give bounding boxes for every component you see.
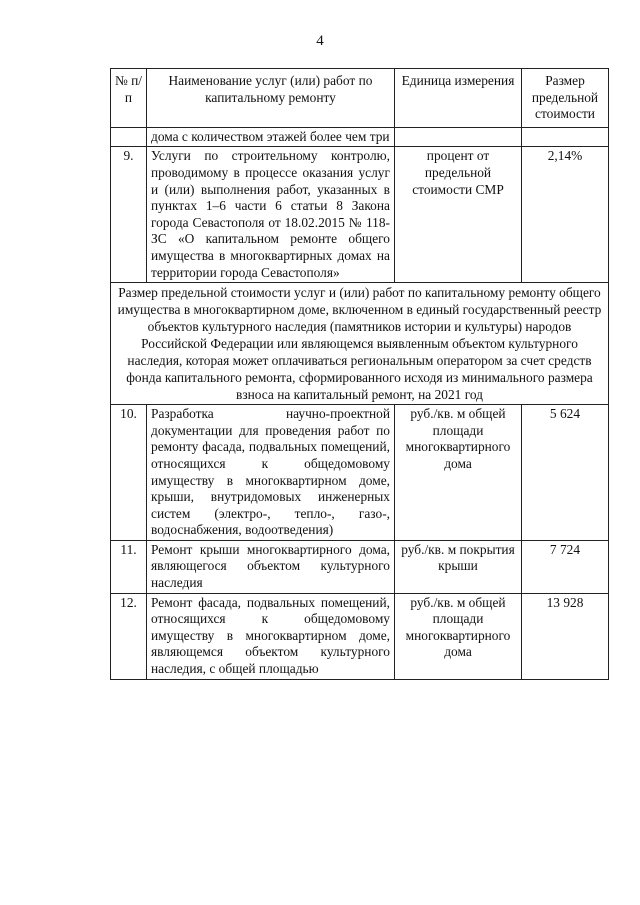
row-service-name: Услуги по строительному контролю, проводимому в процессе оказания услуг и (или) выполнения работ, указанных в пунктах 1–6 части 6 статьи 8 Закона города Севастополя от 18.02.2015 № 118-ЗС «О капитальном ремонте общего имущества в многоквартирных домах на территории города Севастополя»	[147, 147, 395, 283]
row-service-name: Ремонт крыши многоквартирного дома, являющегося объектом культурного наследия	[147, 540, 395, 593]
row-price: 7 724	[522, 540, 609, 593]
table-header-row	[111, 69, 609, 128]
row-unit: руб./кв. м общей площади многоквартирного дома	[395, 593, 522, 679]
table-row	[111, 147, 609, 283]
row-price: 13 928	[522, 593, 609, 679]
row-unit	[395, 127, 522, 147]
row-price	[522, 127, 609, 147]
row-service-name: дома с количеством этажей более чем три	[147, 127, 395, 147]
row-service-name: Разработка научно-проектной документации для проведения работ по ремонту фасада, подвальных помещений, относящихся к общедомовому имуществу в многоквартирном доме, крыши, внутридомовых инженерных систем (электро-, тепло-, газо-, водоснабжения, водоотведения)	[147, 405, 395, 541]
table-row	[111, 540, 609, 593]
row-unit: руб./кв. м покрытия крыши	[395, 540, 522, 593]
header-number: № п/п	[111, 69, 147, 128]
row-number: 11.	[111, 540, 147, 593]
table-row	[111, 593, 609, 679]
row-number: 10.	[111, 405, 147, 541]
header-service-name: Наименование услуг (или) работ по капитальному ремонту	[147, 69, 395, 128]
row-number: 12.	[111, 593, 147, 679]
row-unit: процент от предельной стоимости СМР	[395, 147, 522, 283]
row-number	[111, 127, 147, 147]
row-price: 2,14%	[522, 147, 609, 283]
row-unit: руб./кв. м общей площади многоквартирного дома	[395, 405, 522, 541]
header-unit: Единица измерения	[395, 69, 522, 128]
table-row	[111, 405, 609, 541]
header-max-price: Размер предельной стоимости	[522, 69, 609, 128]
row-price: 5 624	[522, 405, 609, 541]
price-limits-table	[110, 68, 609, 680]
table-row	[111, 127, 609, 147]
page-number: 4	[316, 33, 324, 49]
row-number: 9.	[111, 147, 147, 283]
section-heading: Размер предельной стоимости услуг и (или) работ по капитальному ремонту общего имущества в многоквартирном доме, включенном в единый государственный реестр объектов культурного наследия (памятников истории и культуры) народов Российской Федерации или являющемся выявленным объектом культурного наследия, которая может оплачиваться региональным оператором за счет средств фонда капитального ремонта, сформированного исходя из минимального размера взноса на капитальный ремонт, на 2021 год	[111, 283, 609, 405]
section-heading-row	[111, 283, 609, 405]
row-service-name: Ремонт фасада, подвальных помещений, относящихся к общедомовому имуществу в многоквартирном доме, являющемся объектом культурного наследия, с общей площадью	[147, 593, 395, 679]
